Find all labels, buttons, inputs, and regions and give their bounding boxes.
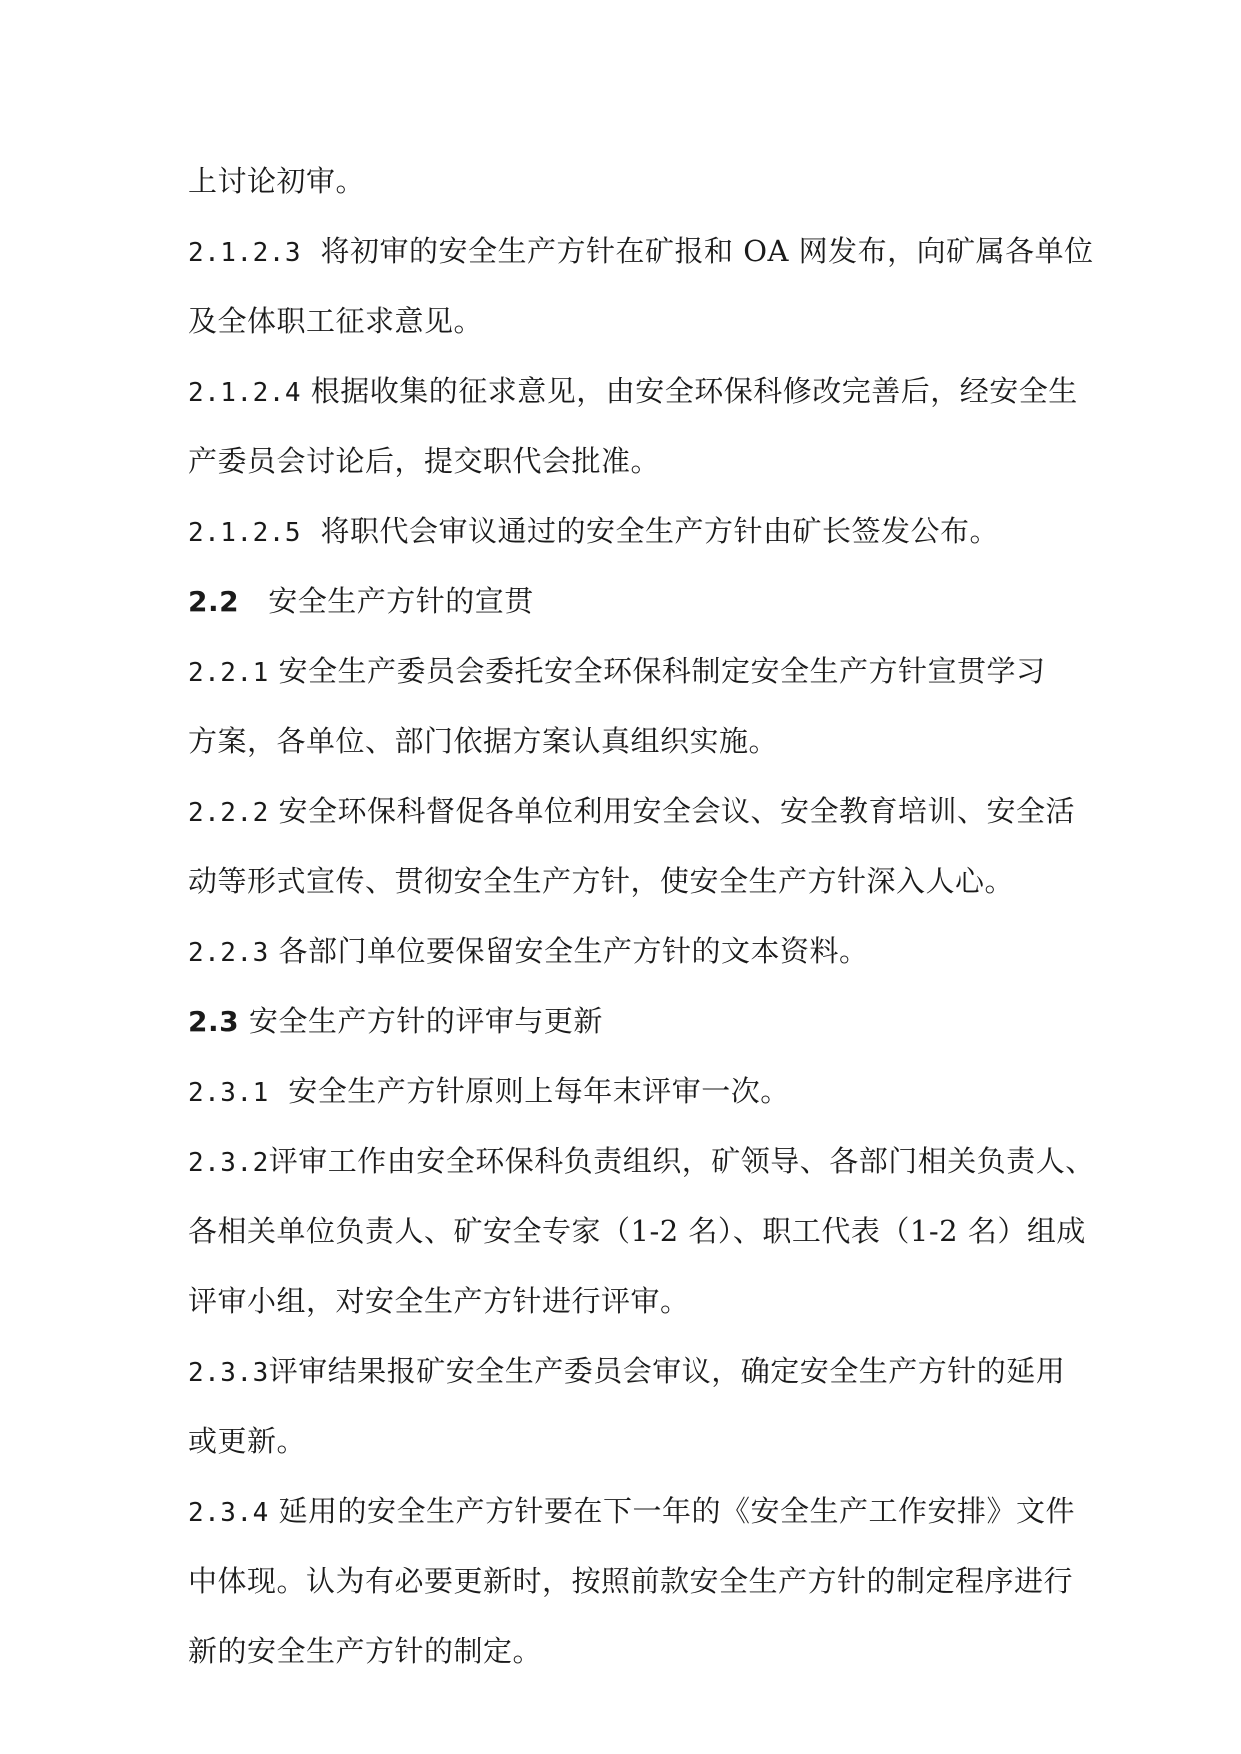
text-line: 各相关单位负责人、矿安全专家（1-2 名）、职工代表（1-2 名）组成 — [188, 1214, 1086, 1248]
text-line: 产委员会讨论后，提交职代会批准。 — [188, 444, 661, 478]
text-line: 或更新。 — [188, 1424, 307, 1458]
clause-2-3-4: 2.3.4 延用的安全生产方针要在下一年的《安全生产工作安排》文件 — [188, 1494, 1076, 1528]
clause-2-3-3: 2.3.3评审结果报矿安全生产委员会审议，确定安全生产方针的延用 — [188, 1354, 1066, 1388]
text-line: 及全体职工征求意见。 — [188, 304, 484, 338]
clause-2-3-2: 2.3.2评审工作由安全环保科负责组织，矿领导、各部门相关负责人、 — [188, 1144, 1095, 1178]
section-heading-2-3: 2.3 安全生产方针的评审与更新 — [188, 1004, 603, 1038]
text-line: 新的安全生产方针的制定。 — [188, 1634, 543, 1668]
text-line: 上讨论初审。 — [188, 164, 366, 198]
clause-2-2-3: 2.2.3 各部门单位要保留安全生产方针的文本资料。 — [188, 934, 869, 968]
clause-2-1-2-5: 2.1.2.5 将职代会审议通过的安全生产方针由矿长签发公布。 — [188, 514, 1000, 548]
clause-2-1-2-4: 2.1.2.4 根据收集的征求意见，由安全环保科修改完善后，经安全生 — [188, 374, 1078, 408]
clause-2-2-1: 2.2.1 安全生产委员会委托安全环保科制定安全生产方针宣贯学习 — [188, 654, 1046, 688]
text-line: 中体现。认为有必要更新时，按照前款安全生产方针的制定程序进行 — [188, 1564, 1074, 1598]
text-line: 评审小组，对安全生产方针进行评审。 — [188, 1284, 690, 1318]
text-line: 动等形式宣传、贯彻安全生产方针，使安全生产方针深入人心。 — [188, 864, 1015, 898]
clause-2-2-2: 2.2.2 安全环保科督促各单位利用安全会议、安全教育培训、安全活 — [188, 794, 1076, 828]
clause-2-1-2-3: 2.1.2.3 将初审的安全生产方针在矿报和 OA 网发布，向矿属各单位 — [188, 234, 1094, 268]
clause-2-3-1: 2.3.1 安全生产方针原则上每年末评审一次。 — [188, 1074, 790, 1108]
section-heading-2-2: 2.2 安全生产方针的宣贯 — [188, 584, 534, 618]
text-line: 方案，各单位、部门依据方案认真组织实施。 — [188, 724, 779, 758]
